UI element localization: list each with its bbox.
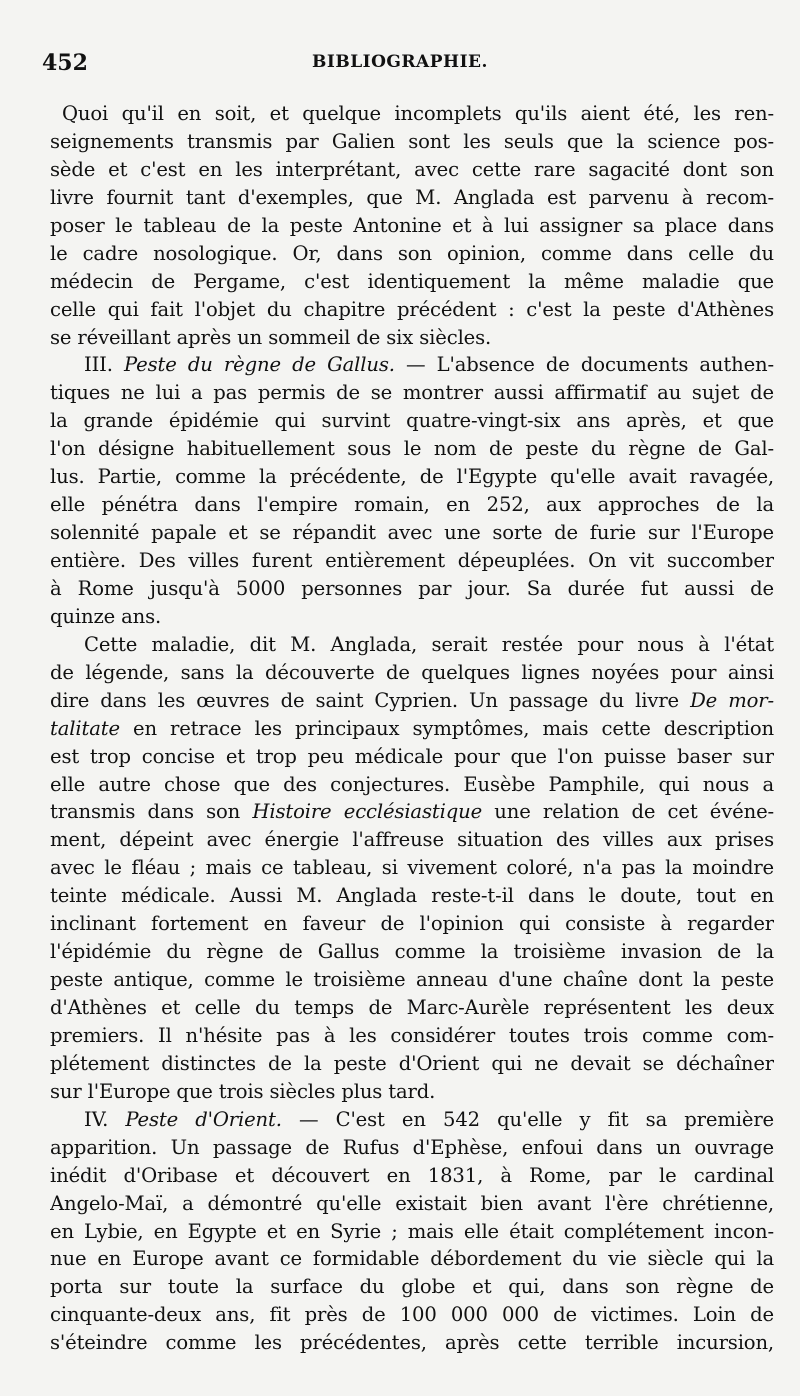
text-line [50, 687, 774, 715]
text-line: d'Athènes et celle du temps de Marc-Aurèle représentent les deux [50, 996, 774, 1019]
text-line: peste antique, comme le troisième anneau d'une chaîne dont la peste [50, 968, 774, 992]
body-text [50, 100, 774, 1357]
italic-text: Peste d'Orient. [125, 1107, 282, 1131]
text-line: celle qui fait l'objet du chapitre précédent : c'est la peste d'Athènes [50, 297, 774, 321]
text-line: à Rome jusqu'à 5000 personnes par jour. Sa durée fut aussi de [50, 576, 774, 600]
text-span: en retrace les principaux symptômes, mais cette description [119, 716, 774, 740]
page-header [42, 44, 774, 84]
text-line: cinquante-deux ans, fit près de 100 000 000 de victimes. Loin de [50, 1303, 774, 1327]
text-span: — C'est en 542 qu'elle y fit sa première [281, 1107, 774, 1131]
text-line: premiers. Il n'hésite pas à les considérer toutes trois comme com- [50, 1023, 774, 1047]
text-line: elle autre chose que des conjectures. Eusèbe Pamphile, qui nous a [50, 772, 774, 796]
text-line: le cadre nosologique. Or, dans son opinion, comme dans celle du [50, 241, 774, 265]
text-span: III. [84, 353, 125, 377]
italic-text: Peste du règne de Gallus. [124, 353, 395, 377]
text-line: Quoi qu'il en soit, et quelque incomplets qu'ils aient été, les ren- [62, 102, 774, 125]
text-line: solennité papale et se répandit avec une sorte de furie sur l'Europe [50, 521, 774, 545]
text-line: inédit d'Oribase et découvert en 1831, à Rome, par le cardinal [50, 1163, 774, 1187]
text-line: la grande épidémie qui survint quatre-vingt-six ans après, et que [50, 409, 774, 433]
text-line: porta sur toute la surface du globe et qui, dans son règne de [50, 1275, 774, 1299]
italic-text: talitate [50, 716, 120, 740]
page-number: 452 [42, 50, 88, 76]
text-line: elle pénétra dans l'empire romain, en 252, aux approches de la [50, 493, 774, 517]
text-line: sède et c'est en les interprétant, avec cette rare sagacité dont son [50, 157, 774, 181]
text-line: se réveillant après un sommeil de six siècles. [50, 325, 492, 349]
text-span: transmis dans son [50, 800, 253, 824]
text-line: livre fournit tant d'exemples, que M. Anglada est parvenu à recom- [50, 185, 774, 209]
text-span: dire dans les œuvres de saint Cyprien. Un passage du livre [50, 688, 691, 712]
text-line: l'on désigne habituellement sous le nom de peste du règne de Gal- [50, 437, 774, 461]
text-line: lus. Partie, comme la précédente, de l'Egypte qu'elle avait ravagée, [50, 465, 774, 489]
text-line: s'éteindre comme les précédentes, après cette terrible incursion, [50, 1331, 774, 1355]
text-span: IV. [84, 1107, 126, 1131]
text-line: avec le fléau ; mais ce tableau, si vivement coloré, n'a pas la moindre [50, 856, 774, 880]
text-span: — L'absence de documents authen- [394, 353, 774, 377]
text-line: médecin de Pergame, c'est identiquement la même maladie que [50, 269, 774, 293]
text-line: tiques ne lui a pas permis de se montrer aussi affirmatif au sujet de [50, 381, 774, 405]
text-line: Cette maladie, dit M. Anglada, serait restée pour nous à l'état [84, 632, 774, 656]
text-line: poser le tableau de la peste Antonine et à lui assigner sa place dans [50, 213, 774, 237]
text-line: apparition. Un passage de Rufus d'Ephèse, enfoui dans un ouvrage [50, 1135, 774, 1159]
italic-text: Histoire ecclésiastique [252, 800, 483, 824]
text-line [50, 1106, 774, 1134]
text-line [50, 798, 774, 826]
text-line: sur l'Europe que trois siècles plus tard. [50, 1079, 436, 1103]
text-line: ment, dépeint avec énergie l'affreuse situation des villes aux prises [50, 828, 774, 852]
text-line: en Lybie, en Egypte et en Syrie ; mais elle était complétement incon- [50, 1219, 774, 1243]
text-line: Angelo-Maï, a démontré qu'elle existait bien avant l'ère chrétienne, [50, 1191, 774, 1215]
text-line: entière. Des villes furent entièrement dépeuplées. On vit succomber [50, 549, 774, 572]
text-line: plétement distinctes de la peste d'Orient qui ne devait se déchaîner [50, 1051, 774, 1075]
text-line: nue en Europe avant ce formidable débordement du vie siècle qui la [50, 1247, 774, 1271]
text-line: teinte médicale. Aussi M. Anglada reste-t-il dans le doute, tout en [50, 884, 774, 908]
text-line: quinze ans. [50, 604, 162, 628]
text-line: seignements transmis par Galien sont les seuls que la science pos- [50, 129, 774, 153]
text-span: une relation de cet événe- [482, 800, 774, 824]
italic-text: De mor- [690, 688, 774, 712]
text-line: de légende, sans la découverte de quelques lignes noyées pour ainsi [50, 660, 774, 684]
text-line [50, 351, 774, 379]
text-line: l'épidémie du règne de Gallus comme la troisième invasion de la [50, 940, 774, 964]
text-line: est trop concise et trop peu médicale pour que l'on puisse baser sur [50, 744, 774, 768]
text-line: inclinant fortement en faveur de l'opinion qui consiste à regarder [50, 912, 774, 936]
running-title: BIBLIOGRAPHIE. [312, 52, 488, 72]
text-line [50, 715, 774, 743]
